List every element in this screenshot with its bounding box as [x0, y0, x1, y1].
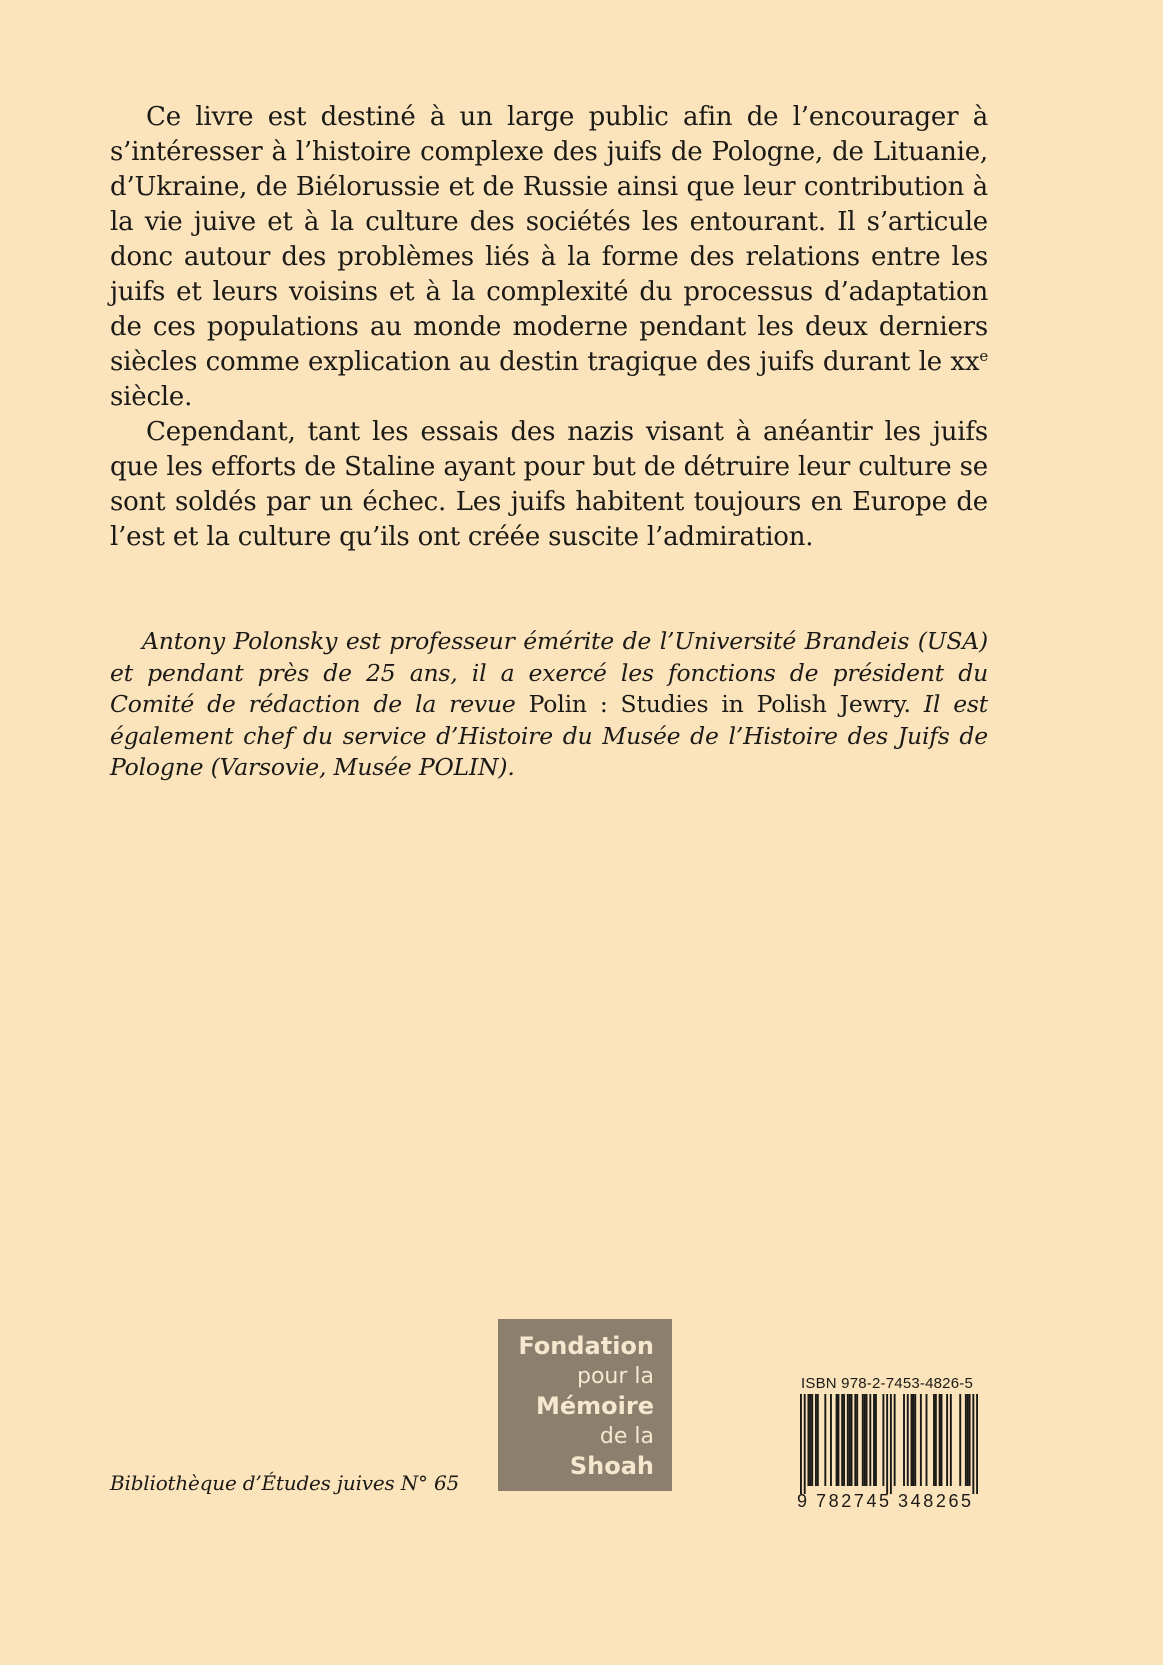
barcode-bar [890, 1394, 892, 1494]
bio-text-1: Antony Polonsky est professeur émérite de l’Université Brandeis (USA) et pendant près de 25 ans, il a exercé les fonctions de président du Comité de rédaction de la revue [110, 627, 988, 718]
barcode-bar [809, 1394, 811, 1486]
barcode-bar [911, 1394, 913, 1486]
logo-line-memoire: Mémoire [536, 1392, 654, 1420]
author-bio-paragraph [110, 626, 988, 784]
barcode-bar [926, 1394, 928, 1486]
barcode-bar [882, 1394, 884, 1486]
barcode-bar [843, 1394, 845, 1486]
bio-text-2: Il est également chef du service d’Histoire du Musée de l’Histoire des Juifs de Pologne (Varsovie, Musée POLIN). [110, 690, 989, 781]
barcode-bar [886, 1394, 888, 1494]
barcode-bar [849, 1394, 851, 1486]
journal-title: Polin : Studies in Polish Jewry. [528, 690, 911, 718]
barcode-group-2: 348265 [898, 1491, 974, 1511]
barcode-bar [815, 1394, 817, 1486]
barcode-bar [969, 1394, 971, 1486]
barcode-bar [873, 1394, 875, 1486]
barcode-bar [950, 1394, 952, 1486]
barcode-first-digit: 9 [797, 1491, 808, 1511]
logo-line-pour-la: pour la [577, 1364, 654, 1389]
century-numeral: xx [950, 347, 980, 377]
barcode-bar [903, 1394, 905, 1486]
logo-line-de-la: de la [599, 1424, 654, 1449]
barcode-bar [817, 1394, 819, 1486]
barcode-bar [965, 1394, 967, 1486]
fondation-logo [498, 1319, 672, 1491]
barcode-bar [830, 1394, 832, 1486]
logo-line-fondation: Fondation [518, 1332, 654, 1360]
barcode-bar [836, 1394, 838, 1486]
blurb-paragraph-2: Cependant, tant les essais des nazis visant à anéantir les juifs que les efforts de Staline ayant pour but de détruire leur culture se sont soldés par un échec. Les juifs habitent toujours en Europe de l’est et la culture qu’ils ont créée suscite l’admiration. [110, 417, 988, 552]
barcode-group-1: 782745 [816, 1491, 892, 1511]
barcode-icon [800, 1394, 978, 1494]
barcode-bar [959, 1394, 961, 1486]
barcode-bar [976, 1394, 978, 1494]
barcode-bar [920, 1394, 922, 1486]
barcode-bar [807, 1394, 809, 1486]
barcode-bar [972, 1394, 974, 1494]
barcode-bar [941, 1394, 943, 1486]
barcode-bar [811, 1394, 813, 1486]
barcode-bar [894, 1394, 896, 1486]
isbn-label: ISBN 978-2-7453-4826-5 [801, 1375, 974, 1392]
barcode-bar [864, 1394, 866, 1486]
barcode-bar [856, 1394, 858, 1486]
barcode-bar [907, 1394, 909, 1486]
blurb-paragraph-1 [110, 100, 988, 415]
logo-line-shoah: Shoah [569, 1452, 654, 1480]
barcode-bar [939, 1394, 941, 1486]
author-bio [110, 626, 988, 784]
barcode-bar [837, 1394, 839, 1486]
barcode-bar [869, 1394, 871, 1486]
barcode-bar [804, 1394, 806, 1494]
barcode-bar [862, 1394, 864, 1486]
barcode-bar [946, 1394, 948, 1486]
barcode-bar [800, 1394, 802, 1494]
barcode-bar [912, 1394, 914, 1486]
barcode-bar [866, 1394, 868, 1486]
blurb-p1-end: siècle. [110, 382, 193, 412]
barcode-bar [935, 1394, 937, 1486]
century-superscript: e [979, 347, 988, 365]
barcode-bar [841, 1394, 843, 1486]
isbn-barcode-block [797, 1375, 978, 1511]
barcode-bar [847, 1394, 849, 1486]
blurb-p1-text: Ce livre est destiné à un large public afin de l’encourager à s’intéresser à l’histoire complexe des juifs de Pologne, de Lituanie, d’Ukraine, de Biélorussie et de Russie ainsi que leur contribution à la vie juive et à la culture des sociétés les entourant. Il s’articule donc autour des problèmes liés à la forme des relations entre les juifs et leurs voisins et à la complexité du processus d’adaptation de ces populations au monde moderne pendant les deux derniers siècles comme explication au destin tragique des juifs durant le [110, 102, 988, 377]
barcode-bar [875, 1394, 877, 1486]
barcode-bar [967, 1394, 969, 1486]
barcode-bar [851, 1394, 853, 1486]
barcode-bar [824, 1394, 826, 1486]
blurb [110, 100, 988, 555]
series-title: Bibliothèque d’Études juives N° 65 [110, 1471, 460, 1495]
barcode-bar [933, 1394, 935, 1486]
barcode-bar [854, 1394, 856, 1486]
barcode-bar [914, 1394, 916, 1486]
